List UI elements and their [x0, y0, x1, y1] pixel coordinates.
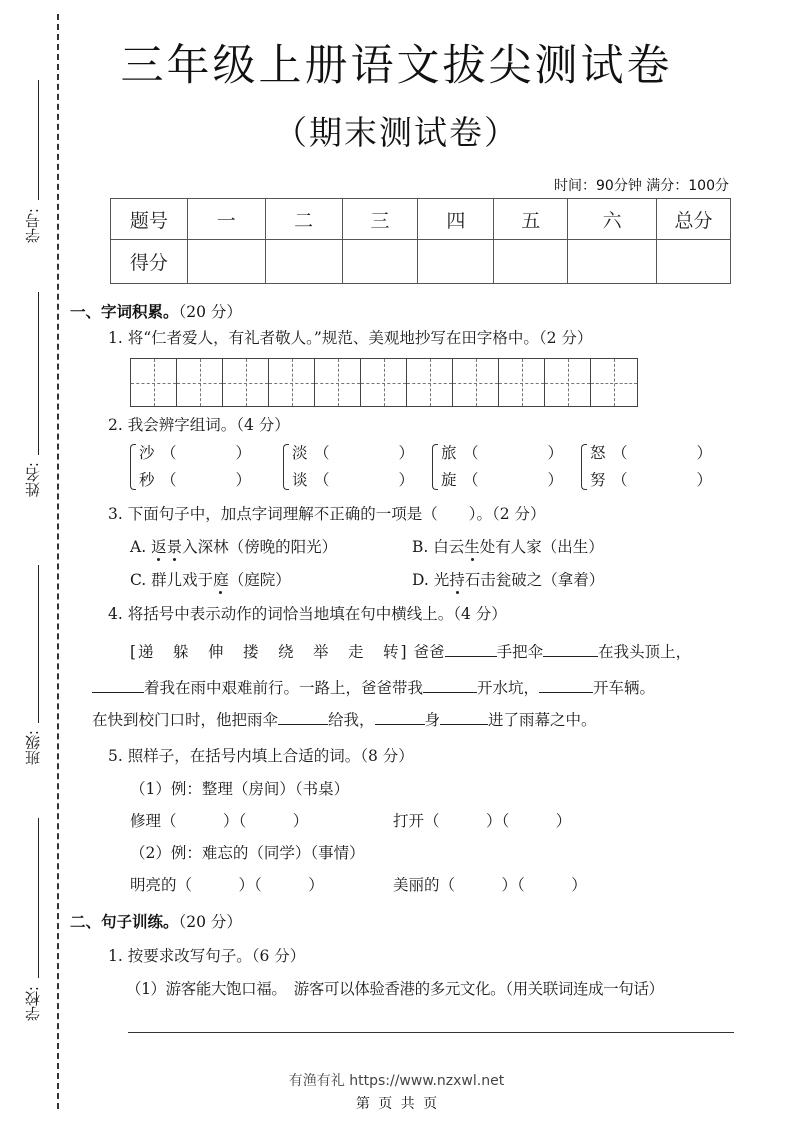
- tianzige-cell[interactable]: [361, 359, 407, 406]
- fill-blank[interactable]: [539, 675, 593, 693]
- char-pair: [283, 440, 414, 494]
- s2-q1-prompt: 1. 按要求改写句子。（6 分）: [108, 947, 306, 965]
- answer-paren[interactable]: （ ）: [161, 471, 251, 489]
- fill-blank[interactable]: [92, 675, 144, 693]
- pair-char: 怒: [590, 444, 606, 462]
- header-cell: 三: [342, 199, 418, 240]
- header-cell: 二: [265, 199, 342, 240]
- q5-part2-example: （2）例：难忘的（同学）（事情）: [130, 844, 365, 862]
- answer-paren[interactable]: （ ）（ ）: [424, 812, 572, 830]
- score-cell[interactable]: [657, 240, 731, 284]
- page-title: 三年级上册语文拔尖测试卷: [120, 41, 673, 91]
- score-cell[interactable]: [342, 240, 418, 284]
- q4-line-1: [递 躲 伸 搂 绕 举 走 转] 爸爸 手把伞 在我头顶上，: [130, 639, 691, 663]
- char-pair: [130, 440, 251, 494]
- score-cell[interactable]: [568, 240, 657, 284]
- school-label: 学校:: [24, 986, 42, 1022]
- tianzige-cell[interactable]: [315, 359, 361, 406]
- tianzige-cell[interactable]: [545, 359, 591, 406]
- page-number: 第 页 共 页: [355, 1096, 438, 1112]
- score-table-score-row: [111, 240, 731, 284]
- answer-paren[interactable]: （ ）（ ）: [161, 812, 309, 830]
- tianzige-cell[interactable]: [177, 359, 223, 406]
- q1-prompt: 1. 将“仁者爱人，有礼者敬人。”规范、美观地抄写在田字格中。（2 分）: [108, 329, 593, 347]
- answer-paren[interactable]: （ ）（ ）: [439, 876, 587, 894]
- answer-paren[interactable]: （ ）: [314, 471, 414, 489]
- class-label: 班级:: [24, 730, 42, 766]
- header-cell: 六: [568, 199, 657, 240]
- q5-part2-item: 美丽的（ ）（ ）: [393, 876, 587, 894]
- pair-char: 旅: [441, 444, 457, 462]
- q5-part1-example: （1）例：整理（房间）（书桌）: [130, 780, 350, 798]
- answer-paren[interactable]: （ ）: [612, 471, 712, 489]
- answer-paren[interactable]: （ ）: [463, 471, 563, 489]
- answer-paren[interactable]: （ ）: [463, 444, 563, 462]
- school-fill-line[interactable]: [38, 818, 39, 978]
- pair-char: 淡: [292, 444, 308, 462]
- score-row-label: 得分: [111, 240, 188, 284]
- margin-field-name[interactable]: [18, 292, 48, 512]
- name-label: 姓名:: [24, 462, 42, 498]
- fill-blank[interactable]: [440, 707, 488, 725]
- q3-option-a[interactable]: A. 返景入深林（傍晚的阳光）: [130, 538, 338, 556]
- tianzige-cell[interactable]: [269, 359, 315, 406]
- score-table-header-row: [111, 199, 731, 240]
- fill-blank[interactable]: [375, 707, 425, 725]
- answer-paren[interactable]: （ ）: [314, 444, 414, 462]
- tianzige-cell[interactable]: [499, 359, 545, 406]
- score-cell[interactable]: [418, 240, 494, 284]
- q5-part2-item: 明亮的（ ）（ ）: [130, 876, 324, 894]
- tianzige-cell[interactable]: [407, 359, 453, 406]
- q4-prompt: 4. 将括号中表示动作的词恰当地填在句中横线上。（4 分）: [108, 605, 507, 623]
- section-2-points: （20 分）: [178, 913, 242, 931]
- score-cell[interactable]: [187, 240, 265, 284]
- char-pair: [581, 440, 712, 494]
- score-cell[interactable]: [494, 240, 568, 284]
- q5-prompt: 5. 照样子，在括号内填上合适的词。（8 分）: [108, 747, 414, 765]
- char-pair: [432, 440, 563, 494]
- student-id-label: 学号:: [24, 208, 42, 244]
- fill-blank[interactable]: [445, 639, 497, 657]
- q2-prompt: 2. 我会辨字组词。（4 分）: [108, 416, 290, 434]
- q4-line-3: 在快到校门口时，他把雨伞 给我， 身 进了雨幕之中。: [92, 707, 597, 731]
- header-cell: 四: [418, 199, 494, 240]
- name-fill-line[interactable]: [38, 292, 39, 455]
- score-table: [110, 198, 731, 284]
- fill-blank[interactable]: [278, 707, 328, 725]
- footer-source: 有渔有礼 https://www.nzxwl.net: [288, 1073, 505, 1089]
- answer-paren[interactable]: （ ）（ ）: [176, 876, 324, 894]
- section-1-heading: [70, 300, 242, 322]
- page-subtitle: （期末测试卷）: [274, 113, 519, 152]
- pair-char: 旋: [441, 471, 457, 489]
- q3-option-d[interactable]: D. 光持石击瓮破之（拿着）: [412, 571, 605, 589]
- section-1-title: 一、字词积累。: [70, 303, 179, 321]
- pair-char: 秒: [139, 471, 155, 489]
- margin-field-class[interactable]: [18, 565, 48, 785]
- q5-part1-item: 打开（ ）（ ）: [393, 812, 572, 830]
- tianzige-cell[interactable]: [131, 359, 177, 406]
- section-2-heading: [70, 910, 242, 932]
- q3-prompt: 3. 下面句子中，加点字词理解不正确的一项是（ ）。（2 分）: [108, 505, 546, 523]
- section-2-title: 二、句子训练。: [70, 913, 179, 931]
- s2-q1-sub1: （1）游客能大饱口福。 游客可以体验香港的多元文化。（用关联词连成一句话）: [126, 980, 664, 998]
- fill-blank[interactable]: [423, 675, 477, 693]
- pair-char: 沙: [139, 444, 155, 462]
- header-cell: 一: [187, 199, 265, 240]
- answer-line[interactable]: [128, 1032, 734, 1033]
- header-cell: 总分: [657, 199, 731, 240]
- section-1-points: （20 分）: [178, 303, 242, 321]
- tianzige-cell[interactable]: [453, 359, 499, 406]
- margin-field-school[interactable]: [18, 818, 48, 1048]
- class-fill-line[interactable]: [38, 565, 39, 723]
- answer-paren[interactable]: （ ）: [612, 444, 712, 462]
- tianzige-cell[interactable]: [591, 359, 637, 406]
- exam-meta: 时间：90分钟 满分：100分: [554, 178, 729, 194]
- tianzige-cell[interactable]: [223, 359, 269, 406]
- tianzige-grid[interactable]: [130, 358, 638, 407]
- q5-part1-item: 修理（ ）（ ）: [130, 812, 309, 830]
- q4-word-bank: [递 躲 伸 搂 绕 举 走 转]: [130, 643, 409, 661]
- pair-char: 努: [590, 471, 606, 489]
- q3-option-c[interactable]: C. 群儿戏于庭（庭院）: [130, 571, 291, 589]
- fill-blank[interactable]: [543, 639, 598, 657]
- pair-char: 谈: [292, 471, 308, 489]
- answer-paren[interactable]: （ ）: [161, 444, 251, 462]
- binding-dashed-line: [57, 14, 59, 1109]
- header-cell: 题号: [111, 199, 188, 240]
- header-cell: 五: [494, 199, 568, 240]
- q3-option-b[interactable]: B. 白云生处有人家（出生）: [412, 538, 604, 556]
- score-cell[interactable]: [265, 240, 342, 284]
- q4-line-2: 着我在雨中艰难前行。一路上，爸爸带我 开水坑， 开车辆。: [92, 675, 655, 699]
